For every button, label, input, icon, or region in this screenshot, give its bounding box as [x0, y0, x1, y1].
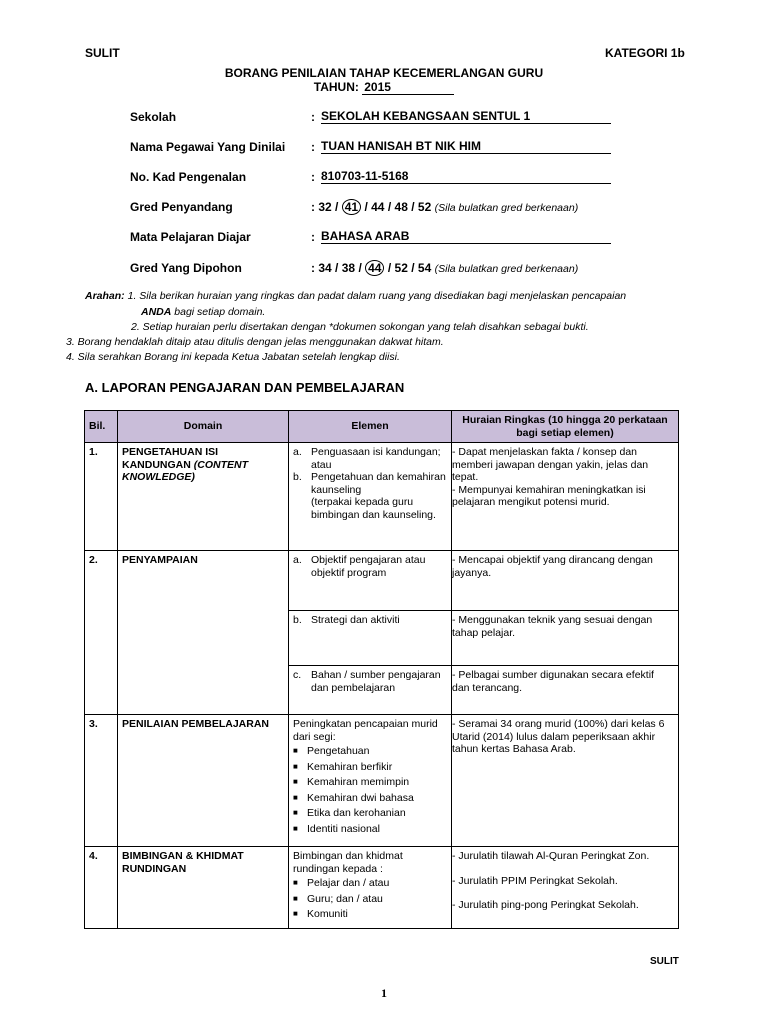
arahan-note-1: 1. Sila berikan huraian yang ringkas dan padat dalam ruang yang disediakan bagi menjelaskan pencapaian — [127, 290, 627, 302]
field-value-mata-pelajaran: BAHASA ARAB — [321, 229, 611, 244]
grade-option-circled: 44 — [365, 260, 384, 276]
cell-domain: BIMBINGAN & KHIDMAT RUNDINGAN — [118, 847, 289, 929]
table-row — [85, 443, 679, 551]
field-label-gred-penyandang: Gred Penyandang — [130, 200, 233, 214]
cell-bil: 3. — [85, 715, 118, 847]
list-item: ■ Kemahiran memimpin — [293, 776, 410, 788]
list-item: ■ Komuniti — [293, 908, 348, 920]
cell-huraian: - Dapat menjelaskan fakta / konsep dan memberi jawapan dengan yakin, jelas dan tepat. - Mempunyai kemahiran meningkatkan isi pelajaran mengikut potensi murid. — [452, 443, 679, 551]
list-item: ■ Identiti nasional — [293, 822, 380, 835]
cell-elemen: Peningkatan pencapaian murid dari segi: ■ Pengetahuan ■ Kemahiran berfikir ■ Kemahiran memimpin ■ Kemahiran dwi bahasa ■ Etika dan kerohanian ■ Identiti nasional — [289, 715, 452, 847]
footer-sulit: SULIT — [650, 956, 679, 967]
th-bil: Bil. — [85, 411, 118, 443]
table-row — [85, 847, 679, 929]
field-label-sekolah: Sekolah — [130, 110, 177, 124]
header-sulit: SULIT — [85, 46, 120, 60]
field-colon: : — [311, 170, 315, 184]
grade-option: 52 — [394, 261, 408, 275]
gred-dipohon-options: : 34 / 38 / 44 / 52 / 54 (Sila bulatkan gred berkenaan) — [311, 261, 579, 275]
form-year — [0, 80, 768, 95]
field-colon: : — [311, 230, 315, 244]
arahan-note-4: 4. Sila serahkan Borang ini kepada Ketua Jabatan setelah lengkap diisi. — [66, 351, 400, 363]
field-colon: : — [311, 110, 315, 124]
cell-domain: PENGETAHUAN ISI KANDUNGAN (CONTENT KNOWLEDGE) — [118, 443, 289, 551]
th-domain: Domain — [118, 411, 289, 443]
arahan-note-1b: bagi setiap domain. — [171, 305, 266, 318]
gred-penyandang-options: : 32 / 41 / 44 / 48 / 52 (Sila bulatkan gred berkenaan) — [311, 200, 579, 214]
cell-huraian: - Menggunakan teknik yang sesuai dengan tahap pelajar. — [452, 611, 679, 666]
cell-bil: 2. — [85, 551, 118, 715]
cell-huraian: - Mencapai objektif yang dirancang dengan jayanya. — [452, 551, 679, 611]
table-row — [85, 551, 679, 611]
year-label: TAHUN: — [313, 80, 359, 94]
list-item: ■ Etika dan kerohanian — [293, 807, 406, 819]
arahan-anda: ANDA — [141, 305, 172, 318]
arahan-block — [85, 289, 695, 336]
arahan-note-2: 2. Setiap huraian perlu disertakan dengan *dokumen sokongan yang telah disahkan sebagai bukti. — [131, 321, 589, 333]
form-title: BORANG PENILAIAN TAHAP KECEMERLANGAN GURU — [224, 66, 544, 80]
cell-huraian: - Seramai 34 orang murid (100%) dari kelas 6 Utarid (2014) lulus dalam peperiksaan akhir tahun kertas Bahasa Arab. — [452, 715, 679, 847]
list-item: ■ Guru; dan / atau — [293, 892, 383, 905]
grade-option: 48 — [394, 200, 408, 214]
grade-option: 32 — [318, 200, 332, 214]
th-huraian: Huraian Ringkas (10 hingga 20 perkataan bagi setiap elemen) — [452, 411, 679, 443]
cell-elemen: b. Strategi dan aktiviti — [289, 611, 452, 666]
grade-option: 44 — [371, 200, 385, 214]
cell-elemen: c. Bahan / sumber pengajaran dan pembelajaran — [289, 666, 452, 715]
year-value: 2015 — [362, 81, 454, 95]
grade-option-circled: 41 — [342, 199, 361, 215]
section-a-title: A. LAPORAN PENGAJARAN DAN PEMBELAJARAN — [85, 380, 405, 395]
list-item: ■ Kemahiran dwi bahasa — [293, 791, 414, 804]
arahan-note-3: 3. Borang hendaklah ditaip atau ditulis dengan jelas menggunakan dakwat hitam. — [66, 336, 444, 348]
page-number: 1 — [381, 986, 387, 1000]
list-item: ■ Pengetahuan — [293, 745, 370, 757]
grade-option: 38 — [341, 261, 356, 275]
grade-note: (Sila bulatkan gred berkenaan) — [434, 202, 579, 214]
field-label-gred-dipohon: Gred Yang Dipohon — [130, 261, 242, 275]
field-label-nama: Nama Pegawai Yang Dinilai — [130, 140, 286, 154]
cell-huraian: - Pelbagai sumber digunakan secara efektif dan terancang. — [452, 666, 679, 715]
grade-option: 54 — [417, 261, 432, 275]
cell-bil: 4. — [85, 847, 118, 929]
cell-elemen: Bimbingan dan khidmat rundingan kepada : ■ Pelajar dan / atau ■ Guru; dan / atau ■ Komuniti — [289, 847, 452, 929]
cell-bil: 1. — [85, 443, 118, 551]
report-table — [84, 410, 679, 929]
arahan-label: Arahan: — [85, 290, 125, 302]
field-value-ic: 810703-11-5168 — [321, 169, 611, 184]
table-header-row — [85, 411, 679, 443]
th-elemen: Elemen — [289, 411, 452, 443]
list-item: ■ Pelajar dan / atau — [293, 877, 390, 889]
cell-domain: PENILAIAN PEMBELAJARAN — [118, 715, 289, 847]
field-colon: : — [311, 140, 315, 154]
field-label-ic: No. Kad Pengenalan — [130, 170, 247, 184]
table-row — [85, 715, 679, 847]
grade-note: (Sila bulatkan gred berkenaan) — [434, 263, 579, 275]
list-item: ■ Kemahiran berfikir — [293, 760, 393, 773]
field-value-nama: TUAN HANISAH BT NIK HIM — [321, 139, 611, 154]
grade-option: 52 — [417, 200, 432, 214]
cell-elemen: a. Penguasaan isi kandungan; atau b. Pengetahuan dan kemahiran kaunseling (terpakai kepada guru bimbingan dan kaunseling. — [289, 443, 452, 551]
grade-option: 34 — [318, 261, 332, 275]
cell-domain: PENYAMPAIAN — [118, 551, 289, 715]
cell-elemen: a. Objektif pengajaran atau objektif program — [289, 551, 452, 611]
header-kategori: KATEGORI 1b — [605, 46, 685, 60]
field-label-mata-pelajaran: Mata Pelajaran Diajar — [130, 230, 251, 244]
field-value-sekolah: SEKOLAH KEBANGSAAN SENTUL 1 — [321, 109, 611, 124]
cell-huraian: - Jurulatih tilawah Al-Quran Peringkat Zon. - Jurulatih PPIM Peringkat Sekolah. - Jurulatih ping-pong Peringkat Sekolah. — [452, 847, 679, 929]
